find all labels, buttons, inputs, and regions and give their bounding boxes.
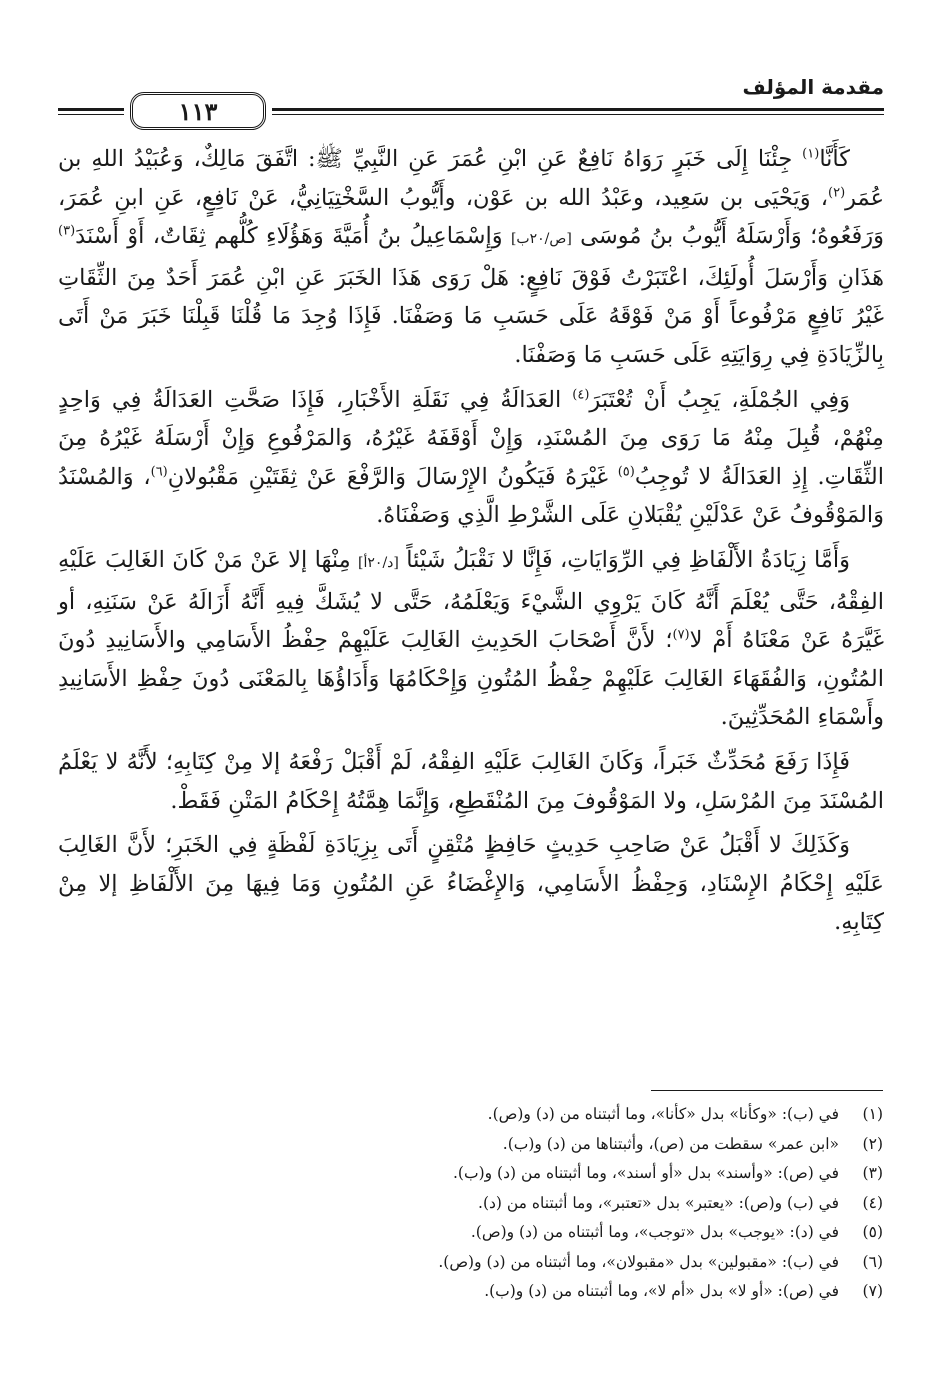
footnote-marker: (٢) xyxy=(828,185,846,201)
footnote-text: «ابن عمر» سقطت من (ص)، وأثبتناها من (د) و(ب). xyxy=(502,1134,839,1153)
footnote-number: (١) xyxy=(862,1105,883,1123)
footnote-number: (٤) xyxy=(862,1193,883,1212)
text-segment: مِنْهَا إلا عَنْ مَنْ كَانَ الغَالِبَ عَلَيْهِ الفِقْهُ، حَتَّى يُعْلَمَ أَنَّهُ كَانَ يَرْوِي الشَّيْءَ وَيَعْلَمُهُ، حَتَّى لا يُشَكَّ فِيهِ أَنَّهُ أَزَالَهُ عَنْ سَنَنِهِ، أو غَيَّرَهُ عَنْ مَعْنَاهُ أَمْ لا xyxy=(58,546,884,654)
footnote-item xyxy=(57,1248,883,1278)
footnote-text: في (د): «يوجب» بدل «توجب»، وما أثبتناه من (د) و(ص). xyxy=(470,1223,839,1241)
text-segment: فَإِذَا رَفَعَ مُحَدِّثٌ خَبَراً، وَكَانَ الغَالِبَ عَلَيْهِ الفِقْهُ، لَمْ أَقْبَلْ رَفْعَهُ إلا مِنْ كِتَابِهِ؛ لأَنَّهُ لا يَعْلَمُ المُسْنَدَ مِنَ المُرْسَلِ، ولا المَوْقُوفَ مِنَ المُنْقَطِعِ، وَإِنَّمَا هِمَّتُهُ إِحْكَامُ المَتْنِ فَقَطْ. xyxy=(58,748,884,814)
footnote-text: في (ب): «مقبولين» بدل «مقبولان»، وما أثبتناه من (د) و(ص). xyxy=(438,1252,839,1271)
manuscript-reference: [د/٢٠أ] xyxy=(358,554,399,571)
header-rule-right xyxy=(272,108,884,111)
footnote-number: (٥) xyxy=(862,1223,883,1241)
text-segment: العَدَالَةُ فِي نَقَلَةِ الأَخْبَارِ، فَإِذَا صَحَّتِ العَدَالَةُ فِي وَاحِدٍ مِنْهُمْ، قُبِلَ مِنْهُ مَا رَوَى مِنَ المُسْنَدِ، وَإِنْ أَوْقَفَهُ غَيْرُهُ، وَالمَرْفُوعِ وَإِنْ أَرْسَلَهُ غَيْرُهُ مِنَ الثِّقَاتِ. إِذِ العَدَالَةُ لا تُوجِبُ xyxy=(58,386,884,490)
paragraph-1 xyxy=(58,140,884,375)
manuscript-reference: [ص/٢٠ب] xyxy=(510,231,572,248)
section-title: مقدمة المؤلف xyxy=(742,75,884,99)
main-text xyxy=(58,140,884,948)
footnote-number: (٣) xyxy=(862,1164,883,1182)
text-segment: ، وَيَحْيَى بن سَعِيد، وعَبْدُ الله بن عَوْن، وأَيُّوبُ السَّخْتِيَانِيُّ، عَنْ نَافِعٍ، عَنِ ابنِ عُمَرَ، وَرَفَعُوهُ؛ وَأَرْسَلَهُ أَيُّوبُ بنُ مُوسَى xyxy=(58,184,884,250)
footnote-marker: (٣) xyxy=(58,223,76,239)
text-segment: وَفِي الجُمْلَةِ، يَجِبُ أَنْ تُعْتَبَرَ xyxy=(589,386,850,413)
footnote-marker: (٧) xyxy=(672,627,690,643)
footnotes xyxy=(57,1100,883,1307)
header-rule-right-thin xyxy=(272,114,884,115)
footnote-text: في (ب): «وكأنا» بدل «كأنا»، وما أثبتناه من (د) و(ص). xyxy=(487,1105,839,1123)
text-segment: ، وَالمُسْنَدُ وَالمَوْقُوفُ عَنْ عَدْلَيْنِ يُقْبَلانِ عَلَى الشَّرْطِ الَّذِي وَصَفْنَاهُ. xyxy=(58,463,884,529)
header-rule-left-thin xyxy=(58,114,124,115)
footnote-text: في (ب) و(ص): «يعتبر» بدل «تعتبر»، وما أثبتناه من (د). xyxy=(478,1193,839,1212)
footnote-separator xyxy=(651,1090,883,1091)
footnote-item xyxy=(57,1218,883,1248)
page-header xyxy=(58,74,884,134)
footnote-item xyxy=(57,1130,883,1160)
footnote-item xyxy=(57,1100,883,1130)
paragraph-2 xyxy=(58,381,884,535)
footnote-item xyxy=(57,1277,883,1307)
footnote-text: في (ص): «أو لا» بدل «أم لا»، وما أثبتناه من (د) و(ب). xyxy=(484,1282,839,1300)
text-segment: جِئْنَا إِلَى خَبَرٍ رَوَاهُ نَافِعٌ عَنِ ابْنِ عُمَرَ عَنِ النَّبِيِّ ﷺ: اتَّفَقَ مَالِكٌ، وَعُبَيْدُ اللهِ بن عُمَر xyxy=(58,146,884,211)
text-segment: وَإِسْمَاعِيلُ بنُ أُمَيَّةَ وَهَؤُلَاءِ كُلُّهم ثِقَاتٌ، أَوْ أَسْنَدَ xyxy=(75,223,511,250)
text-segment: كَأَنَّا xyxy=(819,146,850,172)
footnote-number: (٧) xyxy=(862,1282,883,1300)
footnote-number: (٦) xyxy=(862,1252,883,1271)
footnote-marker: (١) xyxy=(802,146,820,162)
paragraph-4 xyxy=(58,743,884,820)
text-segment: غَيْرَهُ فَيَكُونُ الإِرْسَالَ وَالرَّفْعَ عَنْ ثِقَتَيْنِ مَقْبُولانِ xyxy=(167,463,618,490)
page-number: ١١٣ xyxy=(130,92,266,130)
footnote-marker: (٤) xyxy=(572,387,590,403)
footnote-item xyxy=(57,1159,883,1189)
footnote-number: (٢) xyxy=(862,1134,883,1153)
footnote-marker: (٥) xyxy=(617,464,635,480)
paragraph-3 xyxy=(58,541,884,737)
text-segment: ؛ لأَنَّ أَصْحَابَ الحَدِيثِ الغَالِبَ عَلَيْهِمْ حِفْظُ الأَسَامِي والأَسَانِيدِ دُونَ المُتُونِ، وَالفُقَهَاءَ الغَالِبَ عَلَيْهِمْ حِفْظُ المُتُونِ وَإِحْكَامُهَا وَأَدَاؤُهَا بِالمَعْنَى دُونَ حِفْظِ الأَسَانِيدِ وأَسْمَاءِ المُحَدِّثِينَ. xyxy=(58,627,884,731)
header-rule-left xyxy=(58,108,124,111)
text-segment: وَكَذَلِكَ لا أَقْبَلُ عَنْ صَاحِبِ حَدِيثٍ حَافِظٍ مُتْقِنٍ أَتَى بِزِيَادَةِ لَفْظَةٍ فِي الخَبَرِ؛ لأَنَّ الغَالِبَ عَلَيْهِ إِحْكَامُ الإِسْنَادِ، وَحِفْظُ الأَسَامِي، وَالإِغْضَاءُ عَنِ المُتُونِ وَمَا فِيهَا مِنَ الأَلْفَاظِ إلا مِنْ كِتَابِهِ. xyxy=(58,832,884,936)
footnote-item xyxy=(57,1189,883,1219)
footnote-marker: (٦) xyxy=(150,464,168,480)
paragraph-5 xyxy=(58,826,884,942)
footnote-text: في (ص): «وأسند» بدل «أو أسند»، وما أثبتناه من (د) و(ب). xyxy=(453,1164,839,1182)
text-segment: هَذَانِ وَأَرْسَلَ أُولَئِكَ، اعْتَبَرْتُ فَوْقَ نَافِعٍ: هَلْ رَوَى هَذَا الخَبَرَ عَنِ ابْنِ عُمَرَ أَحَدٌ مِنَ الثِّقَاتِ غَيْرُ نَافِعٍ مَرْفُوعاً أَوْ مَنْ فَوْقَهُ عَلَى حَسَبِ مَا وَصَفْنَا. فَإِذَا وُجِدَ مَا قُلْنَا قَبِلْنَا خَبَرَ مَنْ أَتَى بِالزِّيَادَةِ فِي رِوَايَتِهِ عَلَى حَسَبِ مَا وَصَفْنَا. xyxy=(58,264,884,368)
text-segment: وَأَمَّا زِيَادَةُ الأَلْفَاظِ فِي الرِّوَايَاتِ، فَإِنَّا لا نَقْبَلُ شَيْئاً xyxy=(398,546,850,573)
